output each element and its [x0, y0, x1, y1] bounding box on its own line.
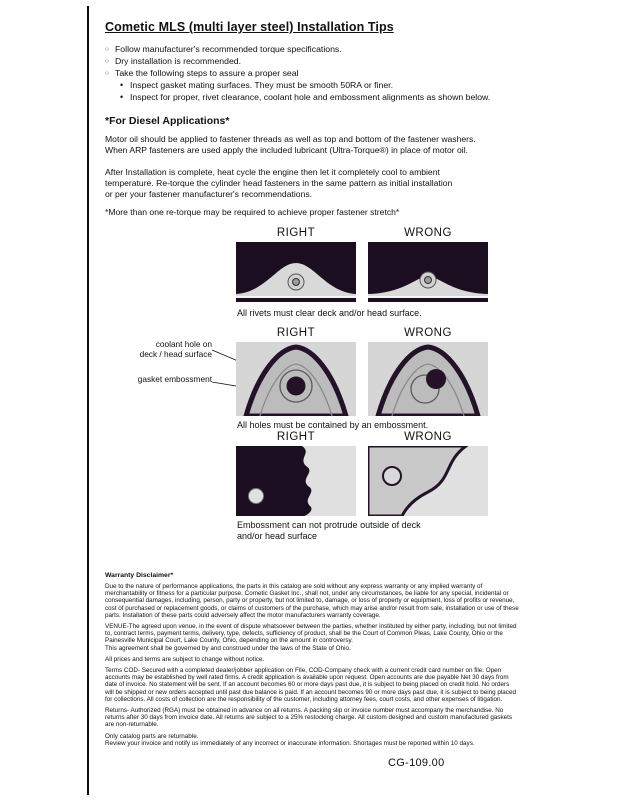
left-border-rule: [87, 6, 89, 795]
diesel-paragraph-1: Motor oil should be applied to fastener threads as well as top and bottom of the fastener washers. When ARP fasteners are used apply the included lubricant (Ultra-Torque®) in place of motor oil.: [105, 134, 476, 155]
protrusion-wrong-illustration: [368, 446, 488, 516]
row1-wrong-label: WRONG: [404, 227, 452, 239]
diagram-rivet-wrong-image: [368, 242, 488, 302]
row1-caption: All rivets must clear deck and/or head surface.: [237, 308, 422, 318]
rivet-right-illustration: [236, 242, 356, 302]
diagram-protrusion-right-image: [236, 446, 356, 516]
row2-wrong-label: WRONG: [404, 327, 452, 339]
warranty-disclaimer: [105, 572, 519, 751]
coolant-hole-icon: [287, 377, 306, 396]
diesel-applications-heading: *For Diesel Applications*: [105, 115, 230, 127]
retorque-note: *More than one re-torque may be required to achieve proper fastener stretch*: [105, 207, 400, 217]
coolant-hole-icon: [426, 369, 446, 389]
disclaimer-paragraph: VENUE-The agreed upon venue, in the event of dispute whatsoever between the parties, whether instituted by either party, including, but not limited to, contract terms, payment terms, delivery, type, defects, sufficiency of product, shall be the Court of Common Pleas, Lake County, Ohio or the Painesville Municipal Court, Lake County, Ohio, depending on the amount in controversy. This agreement shall be governed by and construed under the laws of the State of Ohio.: [105, 623, 517, 652]
tip-item: ○ Follow manufacturer's recommended torque specifications.: [105, 43, 575, 55]
disclaimer-paragraph: Due to the nature of performance applications, the parts in this catalog are sold without any express warranty or any implied warranty of merchantability or fitness for a particular purpose. Cometic Gasket Inc., shall not, under any circumstances, be liable for any special, incidental or consequential damages, including, person, party or property, but not limited to, damage, or loss of property or equipment, loss of profits or revenue, cost of purchased or replacement goods, or claims of customers of the purchase, which may arise and/or result from sale, installation or use of these parts. Installation of these parts could adversely affect the motor manufacturers warranty coverage.: [105, 583, 519, 619]
row3-right-label: RIGHT: [276, 431, 316, 443]
diagram-rivet-right-image: [236, 242, 356, 302]
disclaimer-paragraph: Returns- Authorized (RGA) must be obtained in advance on all returns. A packing slip or invoice number must accompany the merchandise. No returns after 30 days from invoice date. All returns are subject to a 25% restocking charge. All custom designed and custom manufactured gaskets are non-returnable.: [105, 707, 513, 729]
diagram-embossment-right-image: [236, 342, 356, 416]
page-title: Cometic MLS (multi layer steel) Installation Tips: [105, 20, 394, 34]
coolant-hole-callout: coolant hole on deck / head surface: [139, 339, 212, 359]
tip-sub-item: • Inspect gasket mating surfaces. They must be smooth 50RA or finer.: [120, 79, 575, 91]
embossment-wrong-illustration: [368, 342, 488, 416]
diagram-embossment-wrong-image: [368, 342, 488, 416]
bolt-hole-icon: [249, 489, 264, 504]
disclaimer-paragraph: All prices and terms are subject to change without notice.: [105, 655, 265, 663]
diesel-paragraph-2: After Installation is complete, heat cycle the engine then let it completely cool to ambient temperature. Re-torque the cylinder head fasteners in the same pattern as initial installation or per your fastener manufacturer's recommendations.: [105, 167, 453, 199]
tip-item: ○ Take the following steps to assure a proper seal: [105, 67, 575, 79]
embossment-right-illustration: [236, 342, 356, 416]
page-code: CG-109.00: [388, 757, 445, 769]
row2-caption: All holes must be contained by an embossment.: [237, 420, 429, 430]
diagram-protrusion-wrong-image: [368, 446, 488, 516]
disclaimer-paragraph: Terms COD- Secured with a completed dealer/jobber application on File, COD-Company check with a current credit card number on file. Open accounts may be established by well rated firms. A credit application is available upon request. Open accounts are due payable Net 30 days from date of invoice. No statement will be sent. If an account becomes 60 or more days past due, it is subject to being placed on credit hold. No orders will be shipped or new orders accepted until past due balance is paid. If an account becomes 90 or more days past due, it is subject to being placed for collections. All costs of collection are the responsibility of the customer, including attorney fees, court costs, and other expenses of litigation.: [105, 667, 516, 703]
gasket-embossment-callout: gasket embossment: [137, 374, 212, 384]
disclaimer-paragraph: Only catalog parts are returnable. Review your invoice and notify us immediately of any incorrect or inaccurate information. Shortages must be reported within 10 days.: [105, 732, 475, 747]
row1-right-label: RIGHT: [276, 227, 316, 239]
tip-item: ○ Dry installation is recommended.: [105, 55, 575, 67]
bolt-hole-icon: [383, 467, 401, 485]
tip-sub-item: • Inspect for proper, rivet clearance, coolant hole and embossment alignments as shown below.: [120, 91, 575, 103]
protrusion-right-illustration: [236, 446, 356, 516]
tips-list: [105, 43, 575, 103]
disclaimer-heading: Warranty Disclaimer*: [105, 572, 174, 579]
row3-wrong-label: WRONG: [404, 431, 452, 443]
row3-caption: Embossment can not protrude outside of deck and/or head surface: [237, 520, 421, 541]
rivet-wrong-illustration: [368, 242, 488, 302]
row2-right-label: RIGHT: [276, 327, 316, 339]
